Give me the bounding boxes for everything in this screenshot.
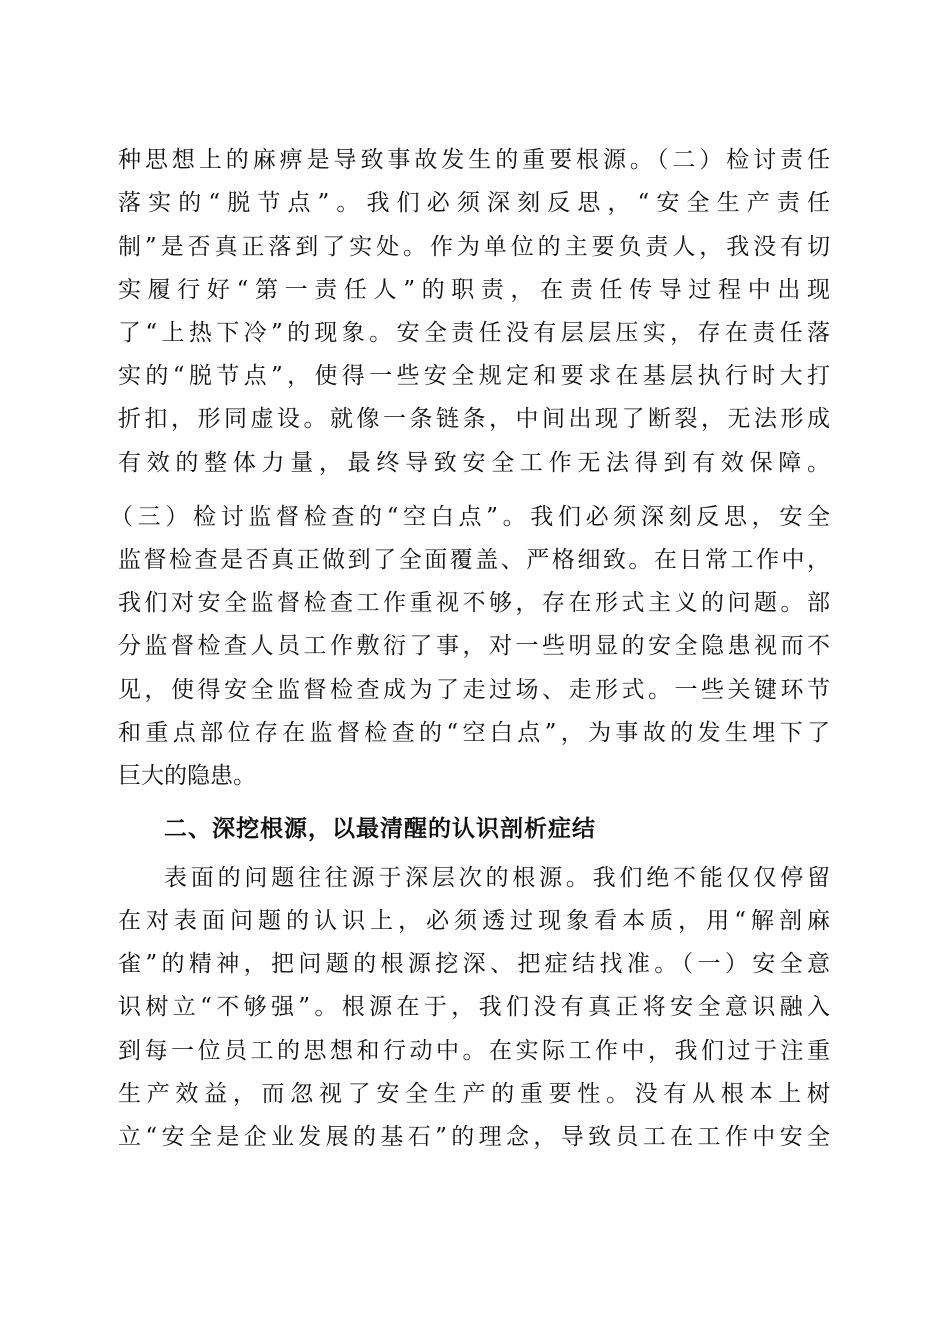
body-line: 制”是否真正落到了实处。作为单位的主要负责人，我没有切 (118, 234, 830, 260)
body-line: （三）检讨监督检查的“空白点”。我们必须深刻反思，安全 (110, 504, 830, 530)
body-line: 实履行好“第一责任人”的职责，在责任传导过程中出现 (118, 277, 830, 303)
body-line: 见，使得安全监督检查成为了走过场、走形式。一些关键环节 (118, 677, 830, 703)
body-line: 在对表面问题的认识上，必须透过现象看本质，用“解剖麻 (118, 908, 830, 934)
body-line: 种思想上的麻痹是导致事故发生的重要根源。（二）检讨责任 (118, 147, 830, 173)
body-line: 表面的问题往往源于深层次的根源。我们绝不能仅仅停留 (164, 865, 830, 891)
body-line: 我们对安全监督检查工作重视不够，存在形式主义的问题。部 (118, 590, 830, 616)
body-line: 折扣，形同虚设。就像一条链条，中间出现了断裂，无法形成 (118, 406, 830, 432)
body-line: 监督检查是否真正做到了全面覆盖、严格细致。在日常工作中， (118, 547, 830, 573)
body-line: 有效的整体力量，最终导致安全工作无法得到有效保障。 (118, 450, 830, 476)
body-line: 了“上热下冷”的现象。安全责任没有层层压实，存在责任落 (118, 320, 830, 346)
body-line: 立“安全是企业发展的基石”的理念，导致员工在工作中安全 (118, 1124, 830, 1150)
body-line: 落实的“脱节点”。我们必须深刻反思，“安全生产责任 (118, 190, 830, 216)
body-line: 实的“脱节点”，使得一些安全规定和要求在基层执行时大打 (118, 363, 830, 389)
body-line: 识树立“不够强”。根源在于，我们没有真正将安全意识融入 (118, 994, 830, 1020)
body-line: 雀”的精神，把问题的根源挖深、把症结找准。（一）安全意 (118, 951, 830, 977)
body-line: 分监督检查人员工作敷衍了事，对一些明显的安全隐患视而不 (118, 633, 830, 659)
body-line: 到每一位员工的思想和行动中。在实际工作中，我们过于注重 (118, 1038, 830, 1064)
body-line: 巨大的隐患。 (118, 763, 256, 789)
section-heading: 二、深挖根源，以最清醒的认识剖析症结 (164, 816, 596, 842)
body-line: 生产效益，而忽视了安全生产的重要性。没有从根本上树 (118, 1081, 830, 1107)
body-line: 和重点部位存在监督检查的“空白点”，为事故的发生埋下了 (118, 720, 830, 746)
